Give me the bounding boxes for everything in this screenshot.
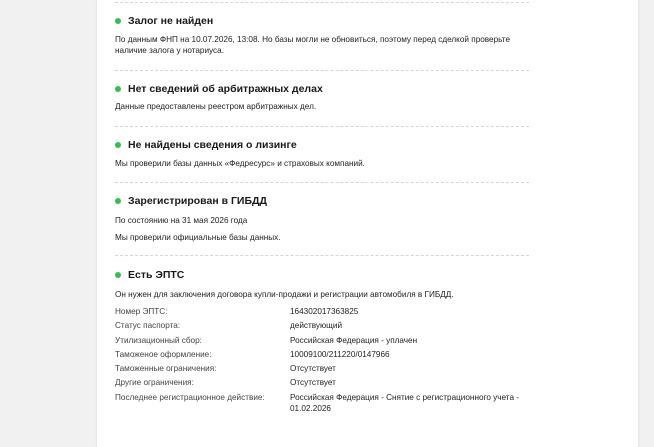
report-card <box>97 0 638 447</box>
section-text: Мы проверили официальные базы данных. <box>115 233 281 242</box>
status-ok-dot-icon <box>115 86 121 92</box>
detail-value: действующий <box>290 321 343 330</box>
section-header <box>115 138 297 152</box>
detail-label: Последнее регистрационное действие: <box>115 393 265 402</box>
section-header <box>115 82 323 96</box>
section-text: По состоянию на 31 мая 2026 года <box>115 216 248 225</box>
section-header <box>115 14 213 28</box>
detail-label: Таможеное оформление: <box>115 350 212 359</box>
detail-label: Утилизационный сбор: <box>115 336 202 345</box>
detail-label: Таможенные ограничения: <box>115 364 217 373</box>
detail-value: Российская Федерация - Снятие с регистрационного учета - 01.02.2026 <box>290 393 520 413</box>
section-text: По данным ФНП на 10.07.2026, 13:08. Но базы могли не обновиться, поэтому перед сделкой проверьте наличие залога у нотариуса. <box>115 35 511 55</box>
detail-label: Статус паспорта: <box>115 321 181 330</box>
divider <box>115 182 529 183</box>
status-ok-dot-icon <box>115 198 121 204</box>
section-header <box>115 268 184 282</box>
section-title: Залог не найден <box>128 15 214 27</box>
section-title: Есть ЭПТС <box>128 269 185 281</box>
divider <box>115 255 529 256</box>
section-title: Зарегистрирован в ГИБДД <box>128 195 267 207</box>
detail-value: Отсутствует <box>290 364 336 373</box>
status-ok-dot-icon <box>115 18 121 24</box>
divider <box>115 70 529 71</box>
section-text: Данные предоставлены реестром арбитражных дел. <box>115 102 317 111</box>
detail-value: Отсутствует <box>290 378 336 387</box>
detail-value: 164302017363825 <box>290 307 359 316</box>
status-ok-dot-icon <box>115 142 121 148</box>
section-title: Нет сведений об арбитражных делах <box>128 83 323 95</box>
status-ok-dot-icon <box>115 272 121 278</box>
divider <box>115 2 529 3</box>
detail-value: Российская Федерация - уплачен <box>290 336 418 345</box>
detail-value: 10009100/211220/0147966 <box>290 350 390 359</box>
section-header <box>115 194 267 208</box>
section-text: Мы проверили базы данных «Федресурс» и страховых компаний. <box>115 159 365 168</box>
divider <box>115 126 529 127</box>
section-text: Он нужен для заключения договора купли-продажи и регистрации автомобиля в ГИБДД. <box>115 290 454 299</box>
detail-label: Другие ограничения: <box>115 378 194 387</box>
detail-label: Номер ЭПТС: <box>115 307 168 316</box>
section-title: Не найдены сведения о лизинге <box>128 139 297 151</box>
